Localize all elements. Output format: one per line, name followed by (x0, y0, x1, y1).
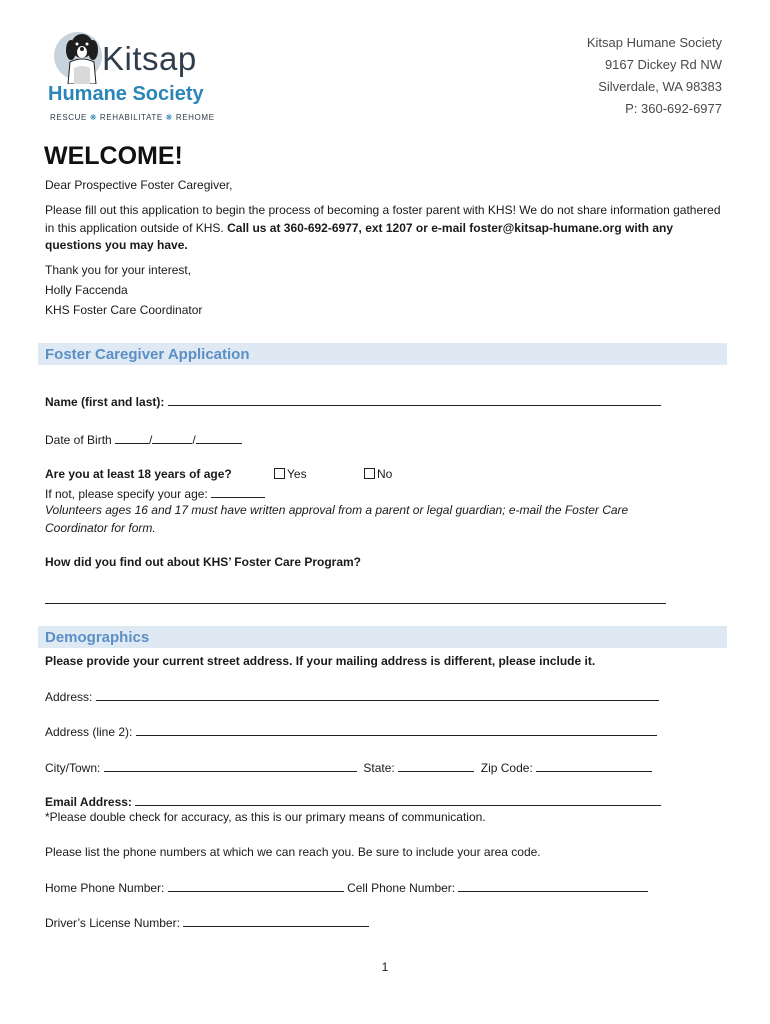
city-label: City/Town: (45, 761, 101, 775)
phone-row (45, 879, 648, 895)
address-field[interactable] (96, 688, 659, 701)
state-label: State: (363, 761, 395, 775)
dob-row: Date of Birth / / (45, 431, 242, 447)
thanks-text: Thank you for your interest, (45, 263, 192, 277)
find-out-answer-field[interactable] (45, 591, 666, 604)
home-phone-field[interactable] (168, 879, 344, 892)
age-question-row (45, 467, 232, 481)
dog-icon (60, 28, 104, 84)
email-row (45, 793, 661, 809)
logo-tagline (50, 113, 215, 122)
no-label: No (377, 467, 393, 481)
intro-paragraph (45, 202, 725, 255)
signer-name: Holly Faccenda (45, 283, 128, 297)
org-name: Kitsap Humane Society (586, 35, 722, 50)
tagline-rescue: RESCUE (50, 113, 87, 122)
address2-field[interactable] (136, 723, 657, 736)
license-label: Driver’s License Number: (45, 916, 180, 930)
state-field[interactable] (398, 759, 474, 772)
name-field[interactable] (168, 393, 661, 406)
application-section-header (38, 343, 727, 365)
age-yes-option[interactable] (274, 467, 307, 481)
address2-row (45, 723, 657, 739)
cell-phone-field[interactable] (458, 879, 648, 892)
find-out-answer-row (45, 591, 666, 607)
org-phone: P: 360-692-6977 (625, 101, 722, 116)
page-number: 1 (381, 960, 389, 974)
address2-label: Address (line 2): (45, 725, 133, 739)
city-state-zip-row (45, 759, 652, 775)
demographics-section-header (38, 626, 727, 648)
tagline-separator-icon: ❋ (89, 113, 98, 122)
age-field[interactable] (211, 485, 265, 498)
zip-label: Zip Code: (480, 761, 533, 775)
address-row (45, 688, 659, 704)
tagline-rehabilitate: REHABILITATE (99, 113, 163, 122)
no-checkbox[interactable] (364, 468, 375, 479)
find-out-row (45, 555, 361, 569)
logo-kitsap-text: Kitsap (102, 40, 197, 77)
dob-label: Date of Birth (45, 433, 112, 447)
dob-year-field[interactable] (196, 431, 242, 444)
demographics-instruction: Please provide your current street address. If your mailing address is different, please include it. (45, 654, 596, 668)
age-note: Volunteers ages 16 and 17 must have written approval from a parent or legal guardian; e-mail the Foster Care Coordinator for form. (45, 503, 629, 535)
name-row (45, 393, 661, 409)
license-field[interactable] (183, 914, 369, 927)
home-phone-label: Home Phone Number: (45, 881, 165, 895)
name-label: Name (first and last): (45, 395, 165, 409)
org-city: Silverdale, WA 98383 (598, 79, 722, 94)
age-no-option[interactable] (364, 467, 392, 481)
yes-label: Yes (287, 467, 307, 481)
zip-field[interactable] (536, 759, 652, 772)
age-specify-row (45, 485, 265, 501)
find-out-question: How did you find out about KHS’ Foster Care Program? (45, 555, 362, 569)
email-note: *Please double check for accuracy, as this is our primary means of communication. (45, 810, 486, 824)
email-label: Email Address: (45, 795, 132, 809)
demographics-heading: Demographics (45, 629, 150, 646)
logo-humane-society-text: Humane Society (48, 83, 204, 105)
city-field[interactable] (104, 759, 357, 772)
address-label: Address: (45, 690, 93, 704)
intro-text: Please fill out this application to begin the process of becoming a foster parent with KHS! We do not share information gathered in this application outside of KHS. (45, 203, 721, 235)
contact-text: Call us at 360-692-6977, ext 1207 or e-mail foster@kitsap-humane.org with any questions you may have. (45, 220, 673, 252)
age-question-label: Are you at least 18 years of age? (45, 467, 232, 481)
cell-phone-label: Cell Phone Number: (347, 881, 456, 895)
age-specify-label: If not, please specify your age: (45, 487, 208, 501)
dob-month-field[interactable] (115, 431, 149, 444)
org-address-block (587, 32, 722, 120)
application-heading: Foster Caregiver Application (45, 346, 250, 363)
email-field[interactable] (135, 793, 661, 806)
dob-day-field[interactable] (152, 431, 192, 444)
yes-checkbox[interactable] (274, 468, 285, 479)
tagline-rehome: REHOME (175, 113, 215, 122)
phone-instruction: Please list the phone numbers at which we can reach you. Be sure to include your area code. (45, 845, 541, 859)
org-street: 9167 Dickey Rd NW (604, 57, 722, 72)
license-row (45, 914, 369, 930)
welcome-title: WELCOME! (44, 142, 183, 170)
kitsap-humane-logo (48, 26, 223, 126)
signer-title: KHS Foster Care Coordinator (45, 303, 203, 317)
greeting: Dear Prospective Foster Caregiver, (45, 178, 233, 192)
tagline-separator-icon: ❋ (165, 113, 173, 122)
